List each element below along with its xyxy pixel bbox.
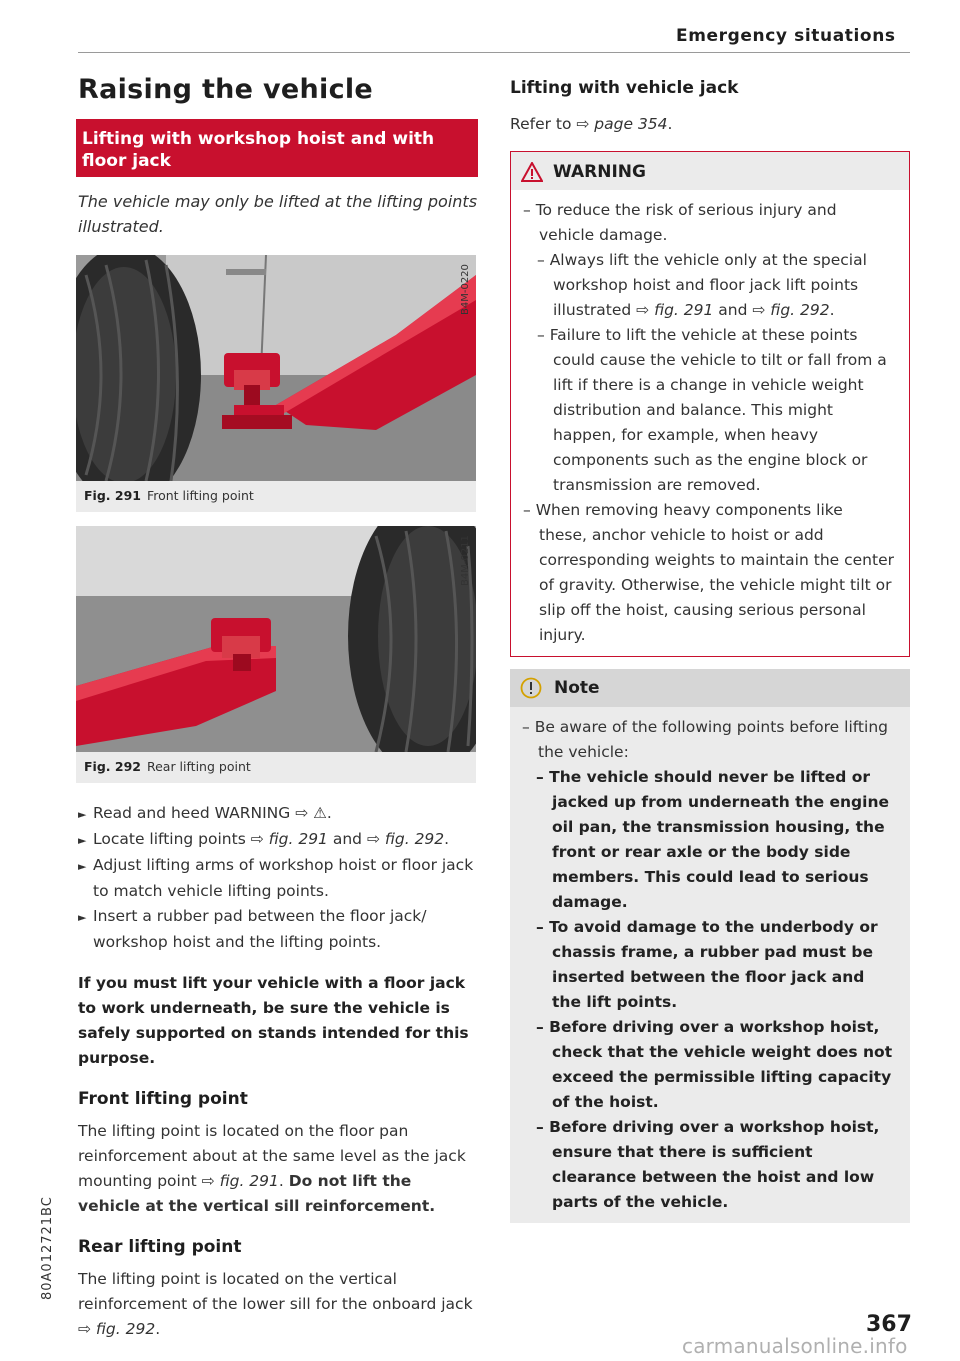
rear-lifting-heading: Rear lifting point [78, 1237, 242, 1257]
section-banner: Lifting with workshop hoist and with floor jack [76, 119, 478, 177]
triangle-bullet-icon: ► [78, 860, 87, 873]
front-lifting-heading: Front lifting point [78, 1089, 248, 1109]
watermark: carmanualsonline.info [682, 1334, 908, 1358]
note-title: Note [554, 678, 600, 698]
warning-body [511, 190, 909, 656]
note-box [510, 669, 910, 1223]
figure-caption-text: Front lifting point [146, 488, 254, 503]
intro-text: The vehicle may only be lifted at the lifting points illustrated. [78, 192, 478, 236]
document-code: 80A012721BC [40, 1196, 55, 1300]
warning-subitem: – Always lift the vehicle only at the special workshop hoist and floor jack lift points illustrated ⇨ fig. 291 and ⇨ fig. 292. [537, 251, 867, 319]
note-body [510, 707, 910, 1223]
warning-item: – When removing heavy components like these, anchor vehicle to hoist or add corresponding weights to maintain the center of gravity. Otherwise, the vehicle might tilt or slip off the hoist, causing serious personal injury. [523, 501, 894, 644]
page-354-link[interactable]: ⇨ page 354 [576, 115, 668, 133]
note-subitem: – Before driving over a workshop hoist, check that the vehicle weight does not exceed the permissible lifting capacity of the hoist. [536, 1018, 893, 1111]
fig-292-link[interactable]: ⇨ fig. 292 [752, 301, 830, 319]
figure-caption [76, 752, 476, 783]
fig-292-link[interactable]: ⇨ fig. 292 [78, 1320, 156, 1338]
warning-title: WARNING [553, 162, 646, 182]
front-lifting-text: The lifting point is located on the floor pan reinforcement about at the same level as the jack mounting point ⇨ fig. 291. Do not lift the vehicle at the vertical sill reinforcement. [78, 1122, 466, 1215]
fig-292-link[interactable]: ⇨ fig. 292 [366, 830, 445, 848]
note-subitem: – Before driving over a workshop hoist, ensure that there is sufficient clearance between the hoist and low parts of the vehicle. [536, 1118, 880, 1211]
figure-code: B4M-0220 [460, 264, 471, 315]
fig-291-link[interactable]: ⇨ fig. 291 [636, 301, 714, 319]
caution-text: If you must lift your vehicle with a floor jack to work underneath, be sure the vehicle is safely supported on stands intended for this purpose. [78, 974, 469, 1067]
front-lifting-warning: Do not lift the vehicle at the vertical sill reinforcement. [78, 1172, 436, 1215]
figure-291 [76, 255, 476, 512]
page-number: 367 [866, 1312, 912, 1337]
note-subitem: – The vehicle should never be lifted or jacked up from underneath the engine oil pan, the transmission housing, the front or rear axle or the body side members. This could lead to serious damage. [536, 768, 889, 911]
triangle-bullet-icon: ► [78, 808, 87, 821]
step-2: ► Locate lifting points ⇨ fig. 291 and ⇨ fig. 292. [78, 827, 478, 853]
right-column [510, 74, 910, 1223]
note-header [510, 669, 910, 707]
left-column [78, 74, 478, 1342]
page-title: Raising the vehicle [78, 74, 374, 105]
note-subitem: – To avoid damage to the underbody or chassis frame, a rubber pad must be inserted between the floor jack and the lift points. [536, 918, 878, 1011]
warning-subitem: – Failure to lift the vehicle at these points could cause the vehicle to tilt or fall from a lift if there is a change in vehicle weight distribution and balance. This might happen, for example, when heavy components such as the engine block or transmission are removed. [537, 326, 887, 494]
step-1: ► Read and heed WARNING ⇨ ⚠. [78, 801, 478, 827]
rear-tire-icon [348, 526, 476, 752]
figure-caption-text: Rear lifting point [146, 759, 251, 774]
front-lifting-point-illustration [76, 255, 476, 481]
vehicle-jack-heading: Lifting with vehicle jack [510, 78, 739, 98]
triangle-bullet-icon: ► [78, 911, 87, 924]
warning-header [511, 152, 909, 190]
step-3: ► Adjust lifting arms of workshop hoist or floor jack to match vehicle lifting points. [78, 856, 474, 900]
step-4: ► Insert a rubber pad between the floor jack/ workshop hoist and the lifting points. [78, 907, 427, 951]
warning-triangle-icon [521, 162, 543, 182]
figure-label: Fig. 292 [84, 759, 141, 774]
figure-code: B4M-0211 [460, 535, 471, 586]
rear-lifting-text: The lifting point is located on the vertical reinforcement of the lower sill for the onboard jack ⇨ fig. 292. [78, 1270, 473, 1338]
refer-text: Refer to ⇨ page 354. [510, 115, 673, 133]
fig-291-link[interactable]: ⇨ fig. 291 [201, 1172, 279, 1190]
note-item: – Be aware of the following points before lifting the vehicle: [522, 718, 888, 761]
warning-item: – To reduce the risk of serious injury and vehicle damage. [523, 201, 837, 244]
warning-link[interactable]: ⇨ ⚠ [295, 804, 327, 822]
warning-box [510, 151, 910, 657]
triangle-bullet-icon: ► [78, 834, 87, 847]
fig-291-link[interactable]: ⇨ fig. 291 [250, 830, 328, 848]
rear-lifting-point-illustration [76, 526, 476, 752]
figure-caption [76, 481, 476, 512]
running-header: Emergency situations [676, 26, 896, 46]
figure-292 [76, 526, 476, 783]
header-rule [78, 52, 910, 53]
note-exclamation-icon [520, 677, 542, 699]
figure-label: Fig. 291 [84, 488, 141, 503]
